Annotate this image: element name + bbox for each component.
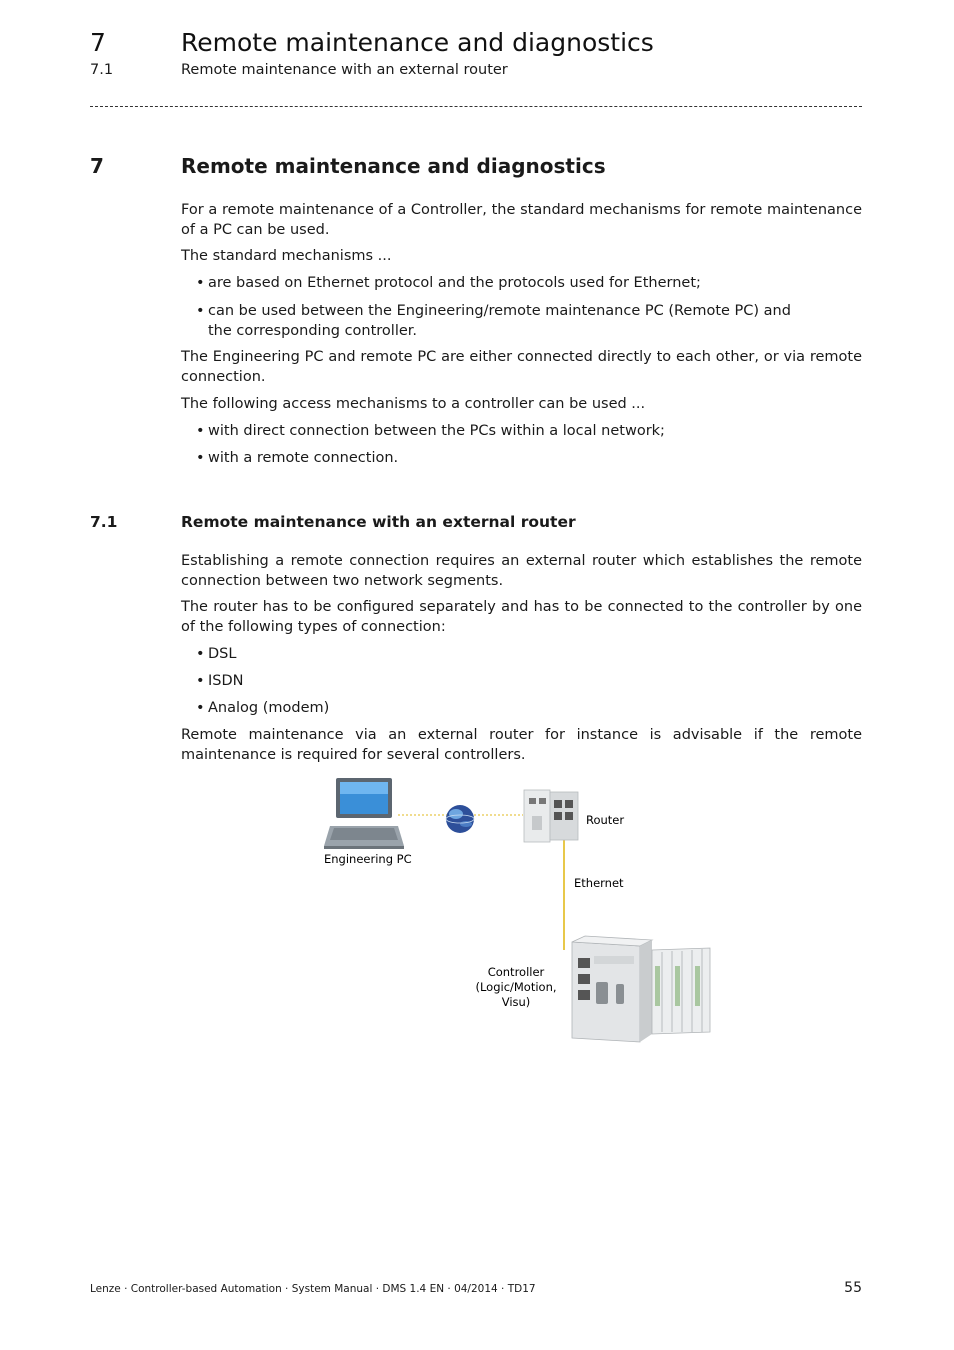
globe-icon xyxy=(446,805,474,833)
section-paragraph-2: The router has to be configured separately and has to be connected to the controller by one of the following types of connection: xyxy=(181,599,862,635)
label-engineering-pc: Engineering PC xyxy=(324,852,412,866)
controller-icon xyxy=(572,936,710,1042)
section-title: Remote maintenance with an external router xyxy=(181,513,576,531)
chapter-paragraph-2: The standard mechanisms ... xyxy=(181,248,392,264)
header-divider xyxy=(90,106,862,107)
list-item: with a remote connection. xyxy=(208,450,399,466)
label-router: Router xyxy=(586,813,625,827)
network-diagram xyxy=(310,770,730,1060)
label-ethernet: Ethernet xyxy=(574,876,624,890)
footer-text: Lenze · Controller-based Automation · System Manual · DMS 1.4 EN · 04/2014 · TD17 xyxy=(90,1283,536,1295)
list-item: ISDN xyxy=(208,673,244,689)
chapter-number: 7 xyxy=(90,154,104,178)
label-controller-line-1: Controller xyxy=(487,965,545,979)
list-item: DSL xyxy=(208,646,237,662)
bullet-marker: • xyxy=(196,303,205,319)
bullet-marker: • xyxy=(196,700,205,716)
header-chapter-title: Remote maintenance and diagnostics xyxy=(181,28,654,57)
list-item: can be used between the Engineering/remote maintenance PC (Remote PC) and the corresponding controller. xyxy=(208,303,791,339)
list-item: are based on Ethernet protocol and the protocols used for Ethernet; xyxy=(208,275,701,291)
bullet-marker: • xyxy=(196,423,205,439)
laptop-icon xyxy=(324,778,404,849)
header-section-number: 7.1 xyxy=(90,62,114,78)
chapter-paragraph-4: The following access mechanisms to a controller can be used ... xyxy=(181,396,646,412)
list-item: with direct connection between the PCs within a local network; xyxy=(208,423,665,439)
bullet-marker: • xyxy=(196,450,205,466)
chapter-paragraph-3: The Engineering PC and remote PC are either connected directly to each other, or via remote connection. xyxy=(181,349,862,385)
router-icon xyxy=(524,790,578,842)
chapter-paragraph-1: For a remote maintenance of a Controller, the standard mechanisms for remote maintenance of a PC can be used. xyxy=(181,202,862,238)
header-chapter-number: 7 xyxy=(90,28,106,57)
header-section-title: Remote maintenance with an external router xyxy=(181,62,508,78)
chapter-title: Remote maintenance and diagnostics xyxy=(181,154,606,178)
section-number: 7.1 xyxy=(90,513,118,531)
section-paragraph-3: Remote maintenance via an external router for instance is advisable if the remote maintenance is required for several controllers. xyxy=(181,727,862,763)
bullet-marker: • xyxy=(196,646,205,662)
bullet-marker: • xyxy=(196,673,205,689)
list-item: Analog (modem) xyxy=(208,700,330,716)
label-controller-line-2: (Logic/Motion, xyxy=(475,980,557,994)
page-number: 55 xyxy=(844,1280,862,1296)
section-paragraph-1: Establishing a remote connection requires an external router which establishes the remote connection between two network segments. xyxy=(181,553,862,589)
label-controller-line-3: Visu) xyxy=(501,995,531,1009)
bullet-marker: • xyxy=(196,275,205,291)
